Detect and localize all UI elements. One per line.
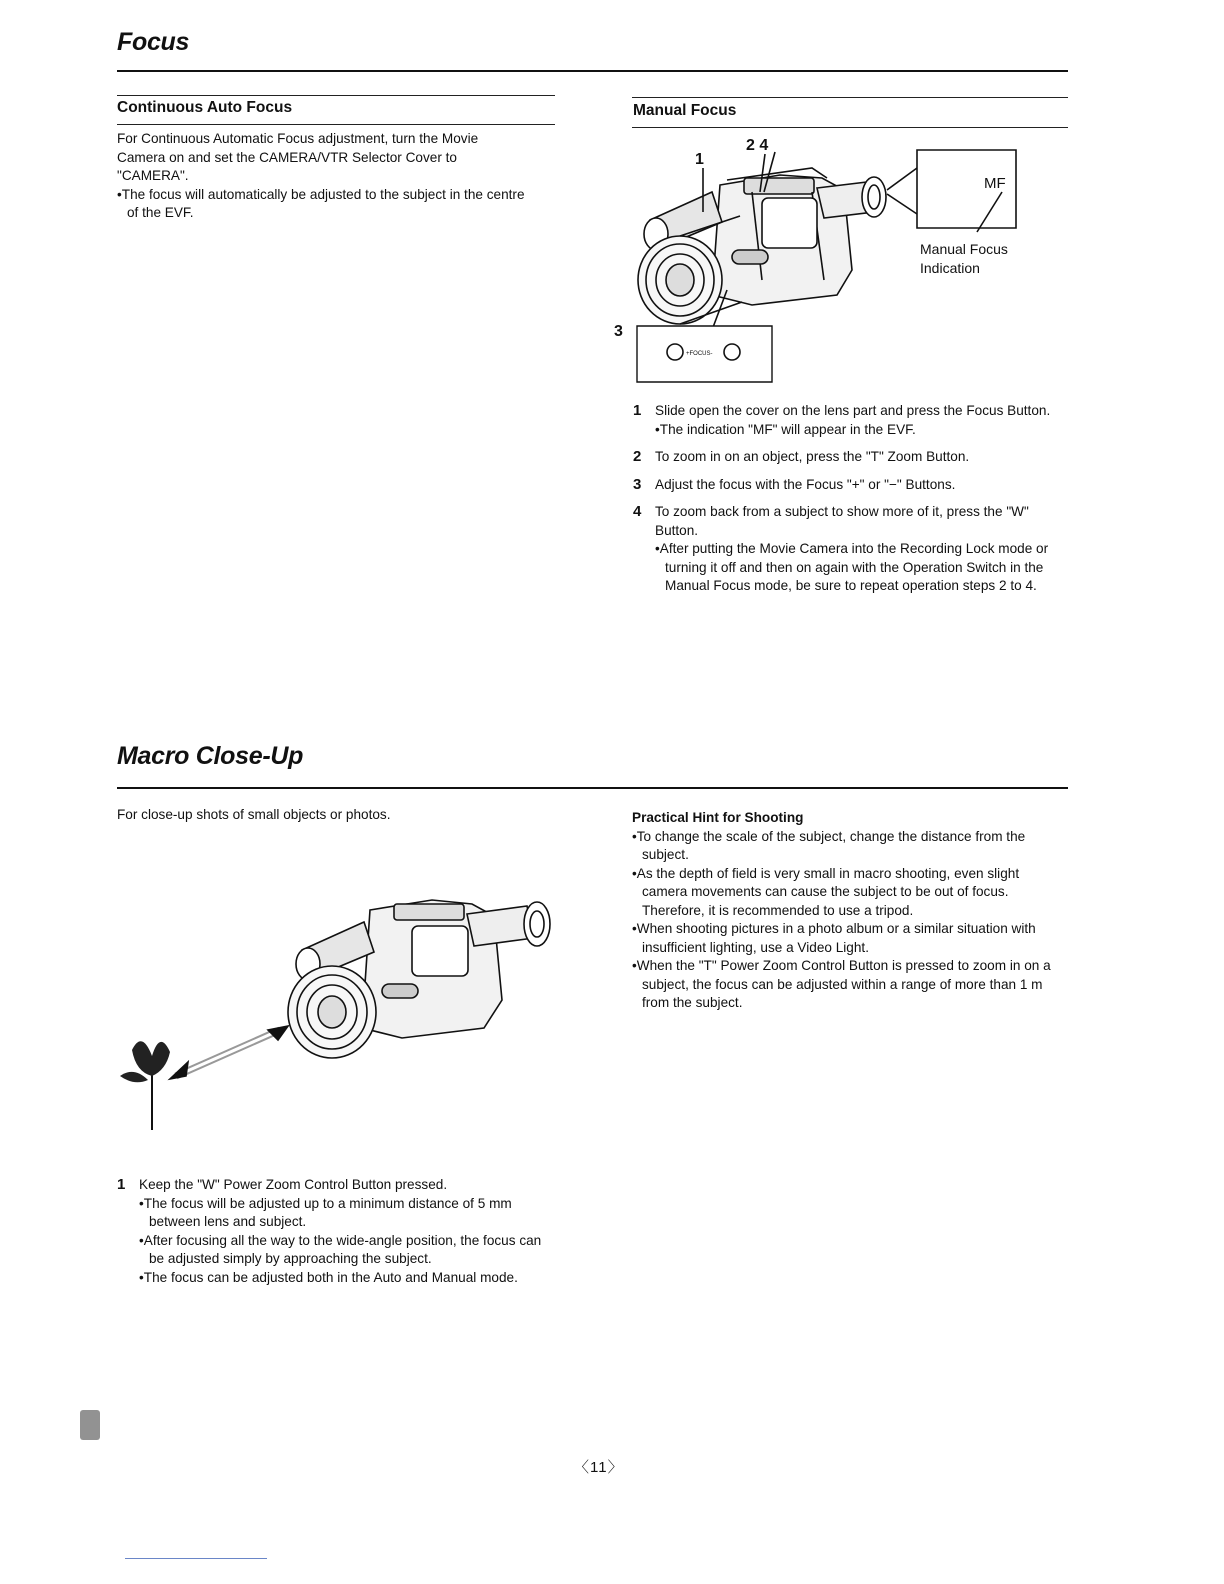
callout-3: 3: [614, 323, 623, 340]
step-text: Adjust the focus with the Focus "+" or "−" Buttons.: [655, 476, 956, 492]
continuous-body: [117, 130, 527, 223]
focus-title: Focus: [117, 28, 190, 56]
macro-camcorder-icon: [112, 880, 562, 1140]
step-text: To zoom in on an object, press the "T" Zoom Button.: [655, 449, 970, 464]
scan-artifact: [80, 1410, 100, 1440]
manual-bottom-rule: [632, 127, 1068, 128]
manual-focus-figure: [612, 130, 1062, 390]
manual-heading: Manual Focus: [633, 102, 737, 119]
manual-step: [633, 476, 1065, 495]
manual-top-rule: [632, 97, 1068, 98]
camcorder-icon: [612, 130, 1062, 390]
mf-indicator: MF: [984, 175, 1006, 192]
callout-1: 1: [695, 151, 704, 168]
macro-step: [117, 1176, 557, 1287]
focus-button-label: +FOCUS-: [686, 351, 713, 357]
manual-step: [633, 402, 1065, 439]
step-text: To zoom back from a subject to show more of it, press the "W" Button.: [655, 504, 1029, 538]
step-text: Slide open the cover on the lens part and press the Focus Button.: [655, 403, 1051, 418]
continuous-bullet: • The focus will automatically be adjusted to the subject in the centre of the EVF.: [117, 186, 527, 223]
manual-step: [633, 448, 1065, 467]
continuous-heading: Continuous Auto Focus: [117, 99, 293, 116]
indication-label-line1: Manual Focus: [920, 241, 1008, 257]
continuous-bottom-rule: [117, 124, 555, 125]
manual-step: [633, 503, 1065, 596]
macro-figure: [112, 880, 562, 1140]
step-bullet: • The focus can be adjusted both in the Auto and Manual mode.: [139, 1269, 557, 1288]
step-number: 1: [633, 402, 642, 419]
macro-title-rule: [117, 787, 1068, 789]
hint-heading: Practical Hint for Shooting: [632, 810, 804, 825]
step-bullet: • After focusing all the way to the wide-angle position, the focus can be adjusted simply by approaching the subject.: [139, 1232, 557, 1269]
footer-rule: [125, 1558, 267, 1559]
page-number: 〈11〉: [574, 1459, 624, 1476]
continuous-intro: For Continuous Automatic Focus adjustment, turn the Movie Camera on and set the CAMERA/VTR Selector Cover to "CAMERA".: [117, 131, 479, 183]
manual-steps: [633, 402, 1065, 605]
hint-bullet: • To change the scale of the subject, change the distance from the subject.: [632, 828, 1062, 865]
hint-bullet: • When shooting pictures in a photo album or a similar situation with insufficient lighting, use a Video Light.: [632, 920, 1062, 957]
step-number: 3: [633, 475, 642, 493]
step-number: 1: [117, 1176, 126, 1193]
step-text: Keep the "W" Power Zoom Control Button pressed.: [139, 1177, 448, 1192]
continuous-top-rule: [117, 95, 555, 96]
step-bullet: • The indication "MF" will appear in the EVF.: [655, 421, 1065, 440]
step-number: 2: [633, 448, 642, 465]
indication-label-line2: Indication: [920, 260, 980, 276]
callout-2-4: 2 4: [746, 137, 769, 154]
step-bullet: • The focus will be adjusted up to a minimum distance of 5 mm between lens and subject.: [139, 1195, 557, 1232]
hint-bullet: • When the "T" Power Zoom Control Button is pressed to zoom in on a subject, the focus can be adjusted within a range of more than 1 m from the subject.: [632, 957, 1062, 1013]
macro-steps: [117, 1176, 557, 1296]
step-number: 4: [633, 503, 642, 520]
practical-hint: [632, 809, 1062, 1013]
macro-intro: For close-up shots of small objects or photos.: [117, 807, 391, 822]
step-bullet: • After putting the Movie Camera into the Recording Lock mode or turning it off and then on again with the Operation Switch in the Manual Focus mode, be sure to repeat operation steps 2 to 4.: [655, 540, 1065, 596]
hint-bullet: • As the depth of field is very small in macro shooting, even slight camera movements can cause the subject to be out of focus. Therefore, it is recommended to use a tripod.: [632, 865, 1062, 921]
macro-title: Macro Close-Up: [117, 742, 304, 770]
focus-title-rule: [117, 70, 1068, 72]
